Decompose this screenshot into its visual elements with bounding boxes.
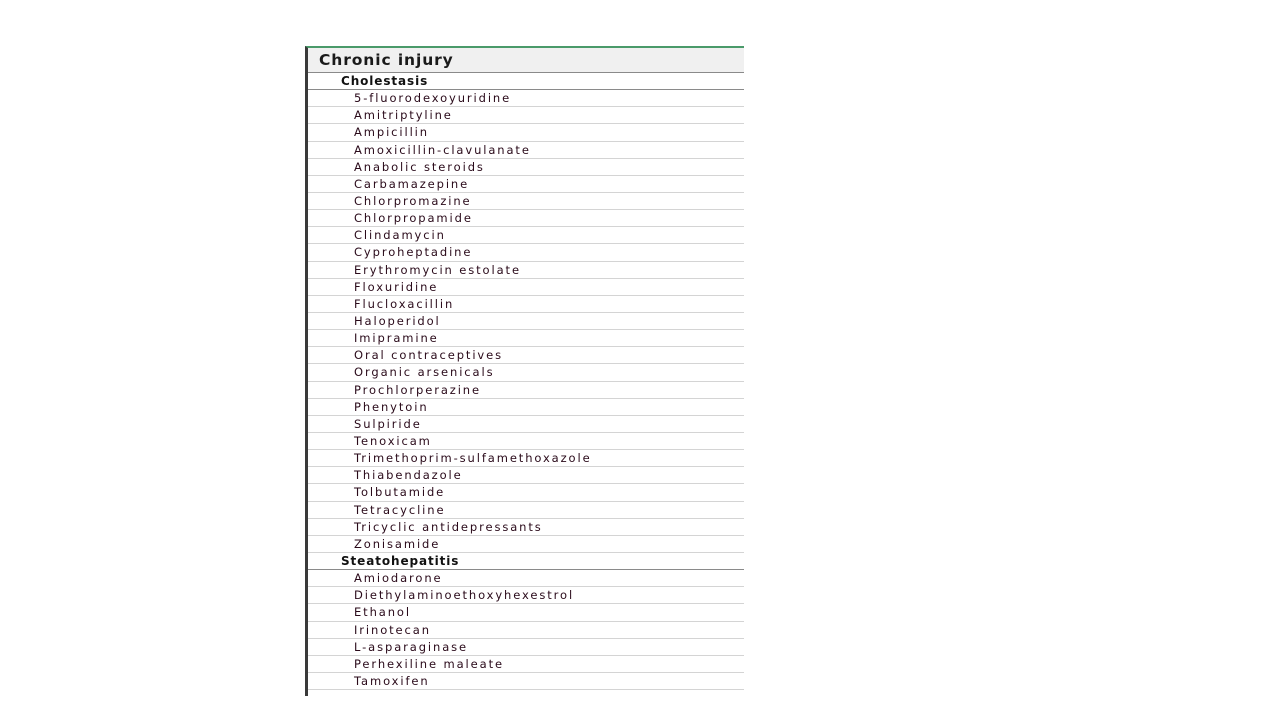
- table-row: Erythromycin estolate: [308, 262, 744, 279]
- table-row: Imipramine: [308, 330, 744, 347]
- table-row: Cyproheptadine: [308, 244, 744, 261]
- table-row: Diethylaminoethoxyhexestrol: [308, 587, 744, 604]
- table-row: Amitriptyline: [308, 107, 744, 124]
- table-row: Ethanol: [308, 604, 744, 621]
- table-row: L-asparaginase: [308, 639, 744, 656]
- table-row: Ampicillin: [308, 124, 744, 141]
- table-row: Zonisamide: [308, 536, 744, 553]
- table-row: Amiodarone: [308, 570, 744, 587]
- table-row: Chlorpromazine: [308, 193, 744, 210]
- table-row: Tenoxicam: [308, 433, 744, 450]
- table-row: Tricyclic antidepressants: [308, 519, 744, 536]
- table-body: [308, 73, 744, 690]
- group-header-steatohepatitis: Steatohepatitis: [308, 553, 744, 570]
- table-row: Phenytoin: [308, 399, 744, 416]
- table-row: Perhexiline maleate: [308, 656, 744, 673]
- table-row: Organic arsenicals: [308, 364, 744, 381]
- table-row: Tetracycline: [308, 502, 744, 519]
- drug-table: [305, 46, 744, 696]
- table-title: Chronic injury: [308, 48, 744, 73]
- table-row: Oral contraceptives: [308, 347, 744, 364]
- table-row: 5-fluorodexoyuridine: [308, 90, 744, 107]
- table-row: Prochlorperazine: [308, 382, 744, 399]
- table-row: Floxuridine: [308, 279, 744, 296]
- table-row: Trimethoprim-sulfamethoxazole: [308, 450, 744, 467]
- table-row: Chlorpropamide: [308, 210, 744, 227]
- table-row: Thiabendazole: [308, 467, 744, 484]
- table-row: Amoxicillin-clavulanate: [308, 142, 744, 159]
- table-row: Tolbutamide: [308, 484, 744, 501]
- table-row: Tamoxifen: [308, 673, 744, 690]
- group-header-cholestasis: Cholestasis: [308, 73, 744, 90]
- table-row: Carbamazepine: [308, 176, 744, 193]
- table-row: Anabolic steroids: [308, 159, 744, 176]
- table-row: Haloperidol: [308, 313, 744, 330]
- table-row: Irinotecan: [308, 622, 744, 639]
- table-row: Flucloxacillin: [308, 296, 744, 313]
- table-row: Sulpiride: [308, 416, 744, 433]
- table-row: Clindamycin: [308, 227, 744, 244]
